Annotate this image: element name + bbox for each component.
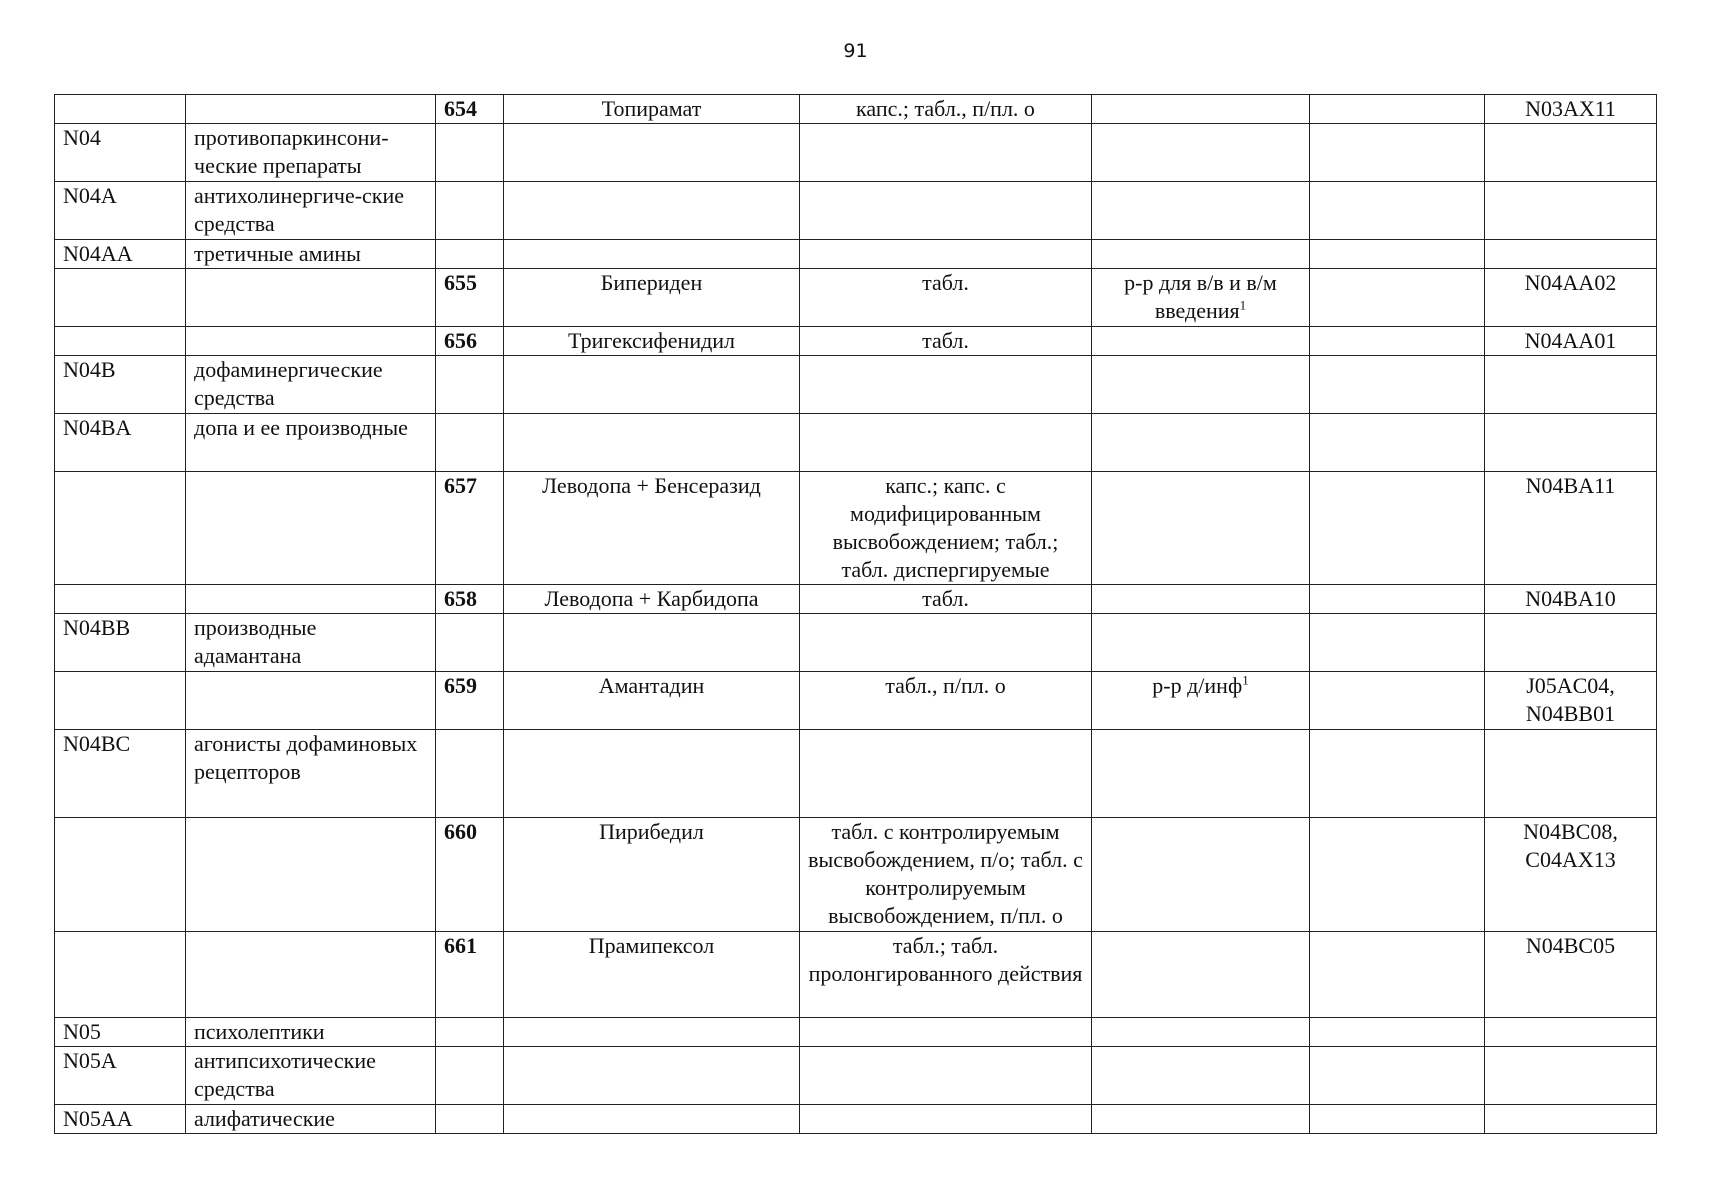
cell-drug-name-text: Топирамат xyxy=(601,96,702,121)
cell-additional-form-text: р-р для в/в и в/м введения xyxy=(1124,270,1277,323)
cell-atc-group-code xyxy=(55,327,186,356)
cell-item-number xyxy=(436,614,504,672)
cell-note xyxy=(1310,672,1485,730)
cell-group-name xyxy=(186,95,436,124)
cell-atc-group-code xyxy=(55,1105,186,1134)
cell-dosage-form xyxy=(800,818,1092,932)
cell-additional-form xyxy=(1092,614,1310,672)
cell-drug-name xyxy=(504,95,800,124)
cell-note xyxy=(1310,95,1485,124)
cell-atc-code xyxy=(1485,240,1657,269)
cell-atc-group-code xyxy=(55,730,186,818)
cell-atc-code xyxy=(1485,672,1657,730)
cell-additional-form xyxy=(1092,269,1310,327)
cell-atc-group-code-text: N04A xyxy=(63,183,117,208)
cell-note xyxy=(1310,1047,1485,1105)
cell-drug-name-text: Амантадин xyxy=(598,673,705,698)
cell-atc-group-code xyxy=(55,1018,186,1047)
cell-group-name xyxy=(186,585,436,614)
table-row xyxy=(55,182,1657,240)
table-row xyxy=(55,1047,1657,1105)
cell-item-number xyxy=(436,356,504,414)
cell-atc-code xyxy=(1485,1018,1657,1047)
cell-atc-code xyxy=(1485,124,1657,182)
drug-list-table xyxy=(54,94,1657,1134)
cell-item-number xyxy=(436,472,504,585)
cell-dosage-form xyxy=(800,1018,1092,1047)
cell-dosage-form xyxy=(800,932,1092,1018)
cell-dosage-form xyxy=(800,327,1092,356)
table-row xyxy=(55,327,1657,356)
cell-dosage-form xyxy=(800,269,1092,327)
cell-dosage-form-text: табл. xyxy=(922,586,969,611)
cell-item-number xyxy=(436,730,504,818)
cell-note xyxy=(1310,327,1485,356)
cell-additional-form xyxy=(1092,932,1310,1018)
cell-drug-name-text: Тригексифенидил xyxy=(567,328,736,353)
cell-atc-code xyxy=(1485,614,1657,672)
cell-drug-name-text: Прамипексол xyxy=(588,933,715,958)
cell-dosage-form xyxy=(800,1105,1092,1134)
table-row xyxy=(55,672,1657,730)
cell-atc-group-code-text: N04BB xyxy=(63,615,131,640)
cell-group-name-text: антипсихотические средства xyxy=(194,1048,376,1101)
cell-dosage-form-text: табл. xyxy=(922,270,969,295)
cell-dosage-form xyxy=(800,585,1092,614)
cell-additional-form xyxy=(1092,124,1310,182)
cell-group-name xyxy=(186,356,436,414)
cell-group-name xyxy=(186,1047,436,1105)
cell-atc-code xyxy=(1485,356,1657,414)
cell-group-name-text: антихолинергиче-ские средства xyxy=(194,183,405,236)
cell-drug-name xyxy=(504,1105,800,1134)
cell-additional-form xyxy=(1092,414,1310,472)
cell-dosage-form-text: табл. с контролируемым высвобождением, п/о; табл. с контролируемым высвобождением, п/пл. о xyxy=(808,819,1083,928)
cell-drug-name xyxy=(504,818,800,932)
page-number: 91 xyxy=(843,40,868,62)
cell-note xyxy=(1310,730,1485,818)
cell-group-name xyxy=(186,414,436,472)
cell-item-number-text: 655 xyxy=(444,270,477,295)
cell-atc-group-code xyxy=(55,124,186,182)
cell-additional-form xyxy=(1092,182,1310,240)
cell-note xyxy=(1310,240,1485,269)
cell-item-number-text: 657 xyxy=(444,473,477,498)
cell-note xyxy=(1310,1018,1485,1047)
cell-drug-name xyxy=(504,585,800,614)
cell-atc-group-code-text: N05 xyxy=(63,1019,101,1044)
cell-atc-group-code-text: N04AA xyxy=(63,241,133,266)
cell-atc-group-code xyxy=(55,269,186,327)
cell-note xyxy=(1310,182,1485,240)
cell-dosage-form xyxy=(800,95,1092,124)
cell-group-name-text: производные адамантана xyxy=(194,615,317,668)
cell-note xyxy=(1310,269,1485,327)
cell-atc-code-text: N03AX11 xyxy=(1525,96,1616,121)
cell-additional-form xyxy=(1092,818,1310,932)
cell-dosage-form-text: табл., п/пл. о xyxy=(885,673,1006,698)
cell-atc-code xyxy=(1485,472,1657,585)
cell-drug-name xyxy=(504,414,800,472)
table-row xyxy=(55,240,1657,269)
cell-drug-name-text: Пирибедил xyxy=(599,819,704,844)
cell-drug-name-text: Леводопа + Бенсеразид xyxy=(542,473,761,498)
cell-item-number xyxy=(436,269,504,327)
table-row xyxy=(55,95,1657,124)
cell-item-number xyxy=(436,182,504,240)
cell-additional-form xyxy=(1092,585,1310,614)
cell-group-name xyxy=(186,818,436,932)
cell-atc-group-code-text: N04 xyxy=(63,125,101,150)
cell-note xyxy=(1310,124,1485,182)
cell-group-name-text: агонисты дофаминовых рецепторов xyxy=(194,731,418,784)
cell-drug-name xyxy=(504,472,800,585)
table-row xyxy=(55,730,1657,818)
table-row xyxy=(55,269,1657,327)
cell-item-number xyxy=(436,327,504,356)
footnote-marker: 1 xyxy=(1239,297,1247,313)
cell-dosage-form xyxy=(800,614,1092,672)
cell-atc-code xyxy=(1485,1105,1657,1134)
cell-atc-group-code xyxy=(55,932,186,1018)
table-row xyxy=(55,818,1657,932)
cell-note xyxy=(1310,1105,1485,1134)
cell-additional-form-text: р-р д/инф xyxy=(1152,673,1243,698)
cell-item-number xyxy=(436,818,504,932)
cell-group-name xyxy=(186,240,436,269)
cell-atc-code xyxy=(1485,414,1657,472)
cell-dosage-form xyxy=(800,672,1092,730)
cell-note xyxy=(1310,614,1485,672)
cell-dosage-form xyxy=(800,414,1092,472)
cell-atc-group-code xyxy=(55,472,186,585)
cell-dosage-form-text: капс.; капс. с модифицированным высвобождением; табл.; табл. диспергируемые xyxy=(832,473,1059,582)
cell-drug-name xyxy=(504,182,800,240)
cell-note xyxy=(1310,818,1485,932)
cell-item-number xyxy=(436,414,504,472)
cell-item-number xyxy=(436,1105,504,1134)
cell-atc-group-code xyxy=(55,614,186,672)
cell-drug-name-text: Бипериден xyxy=(600,270,703,295)
table-row xyxy=(55,932,1657,1018)
cell-additional-form xyxy=(1092,327,1310,356)
cell-atc-code-text: N04AA01 xyxy=(1524,328,1617,353)
cell-atc-code xyxy=(1485,95,1657,124)
cell-group-name xyxy=(186,1105,436,1134)
cell-dosage-form-text: табл. xyxy=(922,328,969,353)
cell-item-number xyxy=(436,932,504,1018)
cell-group-name-text: психолептики xyxy=(194,1019,325,1044)
cell-dosage-form xyxy=(800,356,1092,414)
cell-additional-form xyxy=(1092,672,1310,730)
cell-dosage-form xyxy=(800,124,1092,182)
table-row xyxy=(55,585,1657,614)
cell-group-name xyxy=(186,614,436,672)
table-row xyxy=(55,124,1657,182)
cell-atc-code-text: N04BA11 xyxy=(1525,473,1616,498)
table-row xyxy=(55,414,1657,472)
cell-dosage-form xyxy=(800,1047,1092,1105)
cell-atc-group-code xyxy=(55,1047,186,1105)
cell-drug-name xyxy=(504,269,800,327)
cell-group-name-text: дофаминергические средства xyxy=(194,357,383,410)
cell-drug-name xyxy=(504,327,800,356)
table-row xyxy=(55,356,1657,414)
cell-additional-form xyxy=(1092,240,1310,269)
cell-atc-group-code xyxy=(55,95,186,124)
cell-note xyxy=(1310,414,1485,472)
cell-drug-name xyxy=(504,356,800,414)
cell-atc-code-text: N04AA02 xyxy=(1524,270,1617,295)
cell-additional-form xyxy=(1092,1047,1310,1105)
cell-item-number-text: 661 xyxy=(444,933,477,958)
cell-additional-form xyxy=(1092,472,1310,585)
cell-dosage-form-text: капс.; табл., п/пл. о xyxy=(856,96,1035,121)
cell-group-name xyxy=(186,672,436,730)
cell-atc-code xyxy=(1485,730,1657,818)
cell-group-name-text: противопаркинсони-ческие препараты xyxy=(194,125,389,178)
cell-atc-code xyxy=(1485,182,1657,240)
table-row xyxy=(55,1018,1657,1047)
cell-note xyxy=(1310,585,1485,614)
cell-atc-code xyxy=(1485,818,1657,932)
cell-atc-group-code-text: N05AA xyxy=(63,1106,133,1131)
cell-drug-name xyxy=(504,240,800,269)
cell-group-name xyxy=(186,124,436,182)
cell-drug-name xyxy=(504,1047,800,1105)
cell-atc-code xyxy=(1485,327,1657,356)
cell-item-number xyxy=(436,1047,504,1105)
cell-group-name-text: допа и ее производные xyxy=(194,415,408,440)
cell-dosage-form xyxy=(800,730,1092,818)
cell-group-name-text: третичные амины xyxy=(194,241,361,266)
cell-additional-form xyxy=(1092,1018,1310,1047)
cell-note xyxy=(1310,932,1485,1018)
cell-item-number xyxy=(436,1018,504,1047)
cell-dosage-form xyxy=(800,182,1092,240)
cell-group-name xyxy=(186,472,436,585)
cell-atc-code-text: N04BA10 xyxy=(1525,586,1616,611)
cell-atc-code xyxy=(1485,585,1657,614)
cell-item-number-text: 656 xyxy=(444,328,477,353)
cell-drug-name xyxy=(504,1018,800,1047)
cell-atc-code xyxy=(1485,269,1657,327)
cell-item-number xyxy=(436,585,504,614)
cell-atc-code-text: N04BC08, C04AX13 xyxy=(1523,819,1618,872)
cell-drug-name xyxy=(504,124,800,182)
cell-atc-group-code xyxy=(55,182,186,240)
cell-item-number-text: 658 xyxy=(444,586,477,611)
table-row xyxy=(55,472,1657,585)
cell-group-name xyxy=(186,730,436,818)
table-body xyxy=(55,95,1657,1134)
cell-dosage-form xyxy=(800,240,1092,269)
cell-atc-group-code xyxy=(55,672,186,730)
cell-additional-form xyxy=(1092,730,1310,818)
cell-item-number-text: 654 xyxy=(444,96,477,121)
cell-atc-code-text: N04BC05 xyxy=(1525,933,1616,958)
cell-drug-name xyxy=(504,614,800,672)
cell-atc-group-code-text: N05A xyxy=(63,1048,117,1073)
footnote-marker: 1 xyxy=(1242,672,1249,688)
cell-group-name-text: алифатические xyxy=(194,1106,335,1131)
cell-dosage-form-text: табл.; табл. пролонгированного действия xyxy=(808,933,1083,986)
cell-item-number xyxy=(436,672,504,730)
cell-drug-name xyxy=(504,932,800,1018)
cell-additional-form xyxy=(1092,95,1310,124)
cell-atc-group-code xyxy=(55,818,186,932)
cell-dosage-form xyxy=(800,472,1092,585)
cell-additional-form xyxy=(1092,1105,1310,1134)
cell-item-number xyxy=(436,95,504,124)
cell-atc-code xyxy=(1485,932,1657,1018)
cell-atc-group-code-text: N04BC xyxy=(63,731,131,756)
table-row xyxy=(55,614,1657,672)
cell-drug-name xyxy=(504,672,800,730)
cell-item-number-text: 659 xyxy=(444,673,477,698)
cell-group-name xyxy=(186,269,436,327)
cell-note xyxy=(1310,472,1485,585)
cell-atc-code xyxy=(1485,1047,1657,1105)
cell-atc-group-code-text: N04BA xyxy=(63,415,132,440)
cell-atc-group-code xyxy=(55,356,186,414)
cell-group-name xyxy=(186,1018,436,1047)
cell-item-number xyxy=(436,124,504,182)
cell-drug-name xyxy=(504,730,800,818)
cell-drug-name-text: Леводопа + Карбидопа xyxy=(544,586,759,611)
cell-item-number-text: 660 xyxy=(444,819,477,844)
cell-group-name xyxy=(186,327,436,356)
cell-atc-code-text: J05AC04, N04BB01 xyxy=(1525,673,1616,726)
cell-atc-group-code xyxy=(55,414,186,472)
cell-atc-group-code-text: N04B xyxy=(63,357,116,382)
cell-group-name xyxy=(186,182,436,240)
cell-atc-group-code xyxy=(55,585,186,614)
cell-item-number xyxy=(436,240,504,269)
cell-group-name xyxy=(186,932,436,1018)
table-row xyxy=(55,1105,1657,1134)
cell-atc-group-code xyxy=(55,240,186,269)
cell-note xyxy=(1310,356,1485,414)
cell-additional-form xyxy=(1092,356,1310,414)
